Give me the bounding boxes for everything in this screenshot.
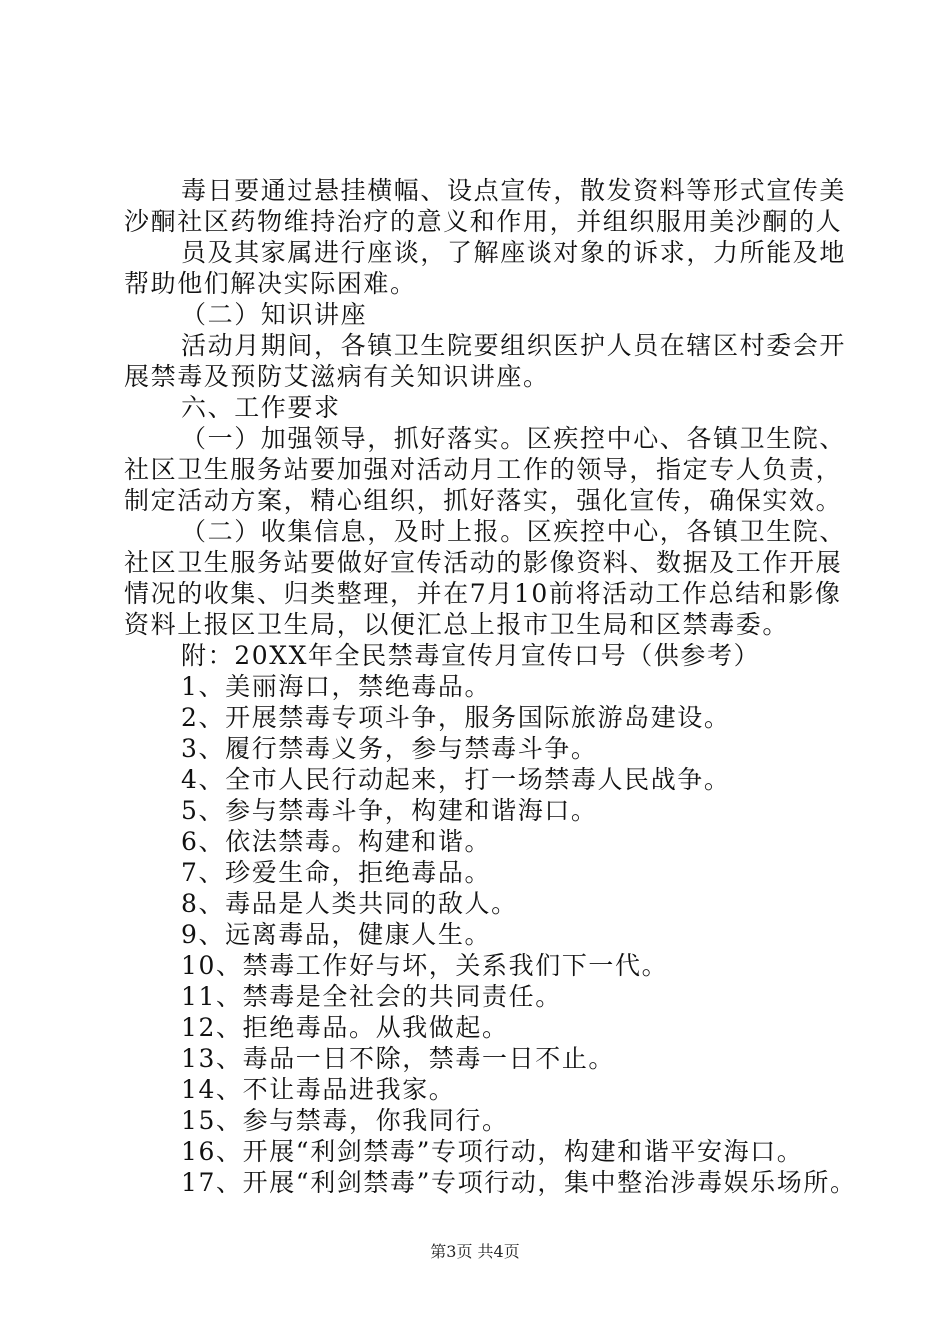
body-line: 员及其家属进行座谈，了解座谈对象的诉求，力所能及地 [181, 238, 847, 267]
body-line: 情况的收集、归类整理，并在7月10前将活动工作总结和影像 [124, 579, 842, 608]
slogan-item: 9、远离毒品，健康人生。 [181, 920, 492, 949]
section-heading: 六、工作要求 [181, 393, 341, 422]
slogan-item: 2、开展禁毒专项斗争，服务国际旅游岛建设。 [181, 703, 731, 732]
body-line: 活动月期间，各镇卫生院要组织医护人员在辖区村委会开 [181, 331, 847, 360]
slogan-item: 14、不让毒品进我家。 [181, 1075, 456, 1104]
body-line: （二）收集信息，及时上报。区疾控中心，各镇卫生院、 [181, 517, 847, 546]
slogan-item: 1、美丽海口，禁绝毒品。 [181, 672, 492, 701]
slogan-item: 5、参与禁毒斗争，构建和谐海口。 [181, 796, 598, 825]
slogan-item: 16、开展“利剑禁毒”专项行动，构建和谐平安海口。 [181, 1137, 804, 1166]
body-line: 毒日要通过悬挂横幅、设点宣传，散发资料等形式宣传美 [181, 176, 847, 205]
body-line: 展禁毒及预防艾滋病有关知识讲座。 [124, 362, 550, 391]
slogan-item: 13、毒品一日不除，禁毒一日不止。 [181, 1044, 616, 1073]
body-line: 帮助他们解决实际困难。 [124, 269, 417, 298]
slogan-item: 8、毒品是人类共同的敌人。 [181, 889, 518, 918]
body-line: 资料上报区卫生局，以便汇总上报市卫生局和区禁毒委。 [124, 610, 790, 639]
body-line: 社区卫生服务站要加强对活动月工作的领导，指定专人负责， [124, 455, 843, 484]
slogan-item: 7、珍爱生命，拒绝毒品。 [181, 858, 492, 887]
body-line: 社区卫生服务站要做好宣传活动的影像资料、数据及工作开展 [124, 548, 843, 577]
slogan-item: 10、禁毒工作好与坏，关系我们下一代。 [181, 951, 669, 980]
slogan-item: 17、开展“利剑禁毒”专项行动，集中整治涉毒娱乐场所。 [181, 1168, 857, 1197]
slogan-item: 11、禁毒是全社会的共同责任。 [181, 982, 562, 1011]
slogan-item: 6、依法禁毒。构建和谐。 [181, 827, 492, 856]
body-line: 制定活动方案，精心组织，抓好落实，强化宣传，确保实效。 [124, 486, 843, 515]
appendix-heading: 附：20XX年全民禁毒宣传月宣传口号（供参考） [181, 641, 761, 670]
slogan-item: 3、履行禁毒义务，参与禁毒斗争。 [181, 734, 598, 763]
slogan-item: 4、全市人民行动起来，打一场禁毒人民战争。 [181, 765, 731, 794]
slogan-item: 12、拒绝毒品。从我做起。 [181, 1013, 509, 1042]
body-line: （一）加强领导，抓好落实。区疾控中心、各镇卫生院、 [181, 424, 847, 453]
section-heading: （二）知识讲座 [181, 300, 368, 329]
page-footer: 第3页 共4页 [430, 1242, 520, 1261]
slogan-item: 15、参与禁毒，你我同行。 [181, 1106, 509, 1135]
body-line: 沙酮社区药物维持治疗的意义和作用，并组织服用美沙酮的人 [124, 207, 843, 236]
